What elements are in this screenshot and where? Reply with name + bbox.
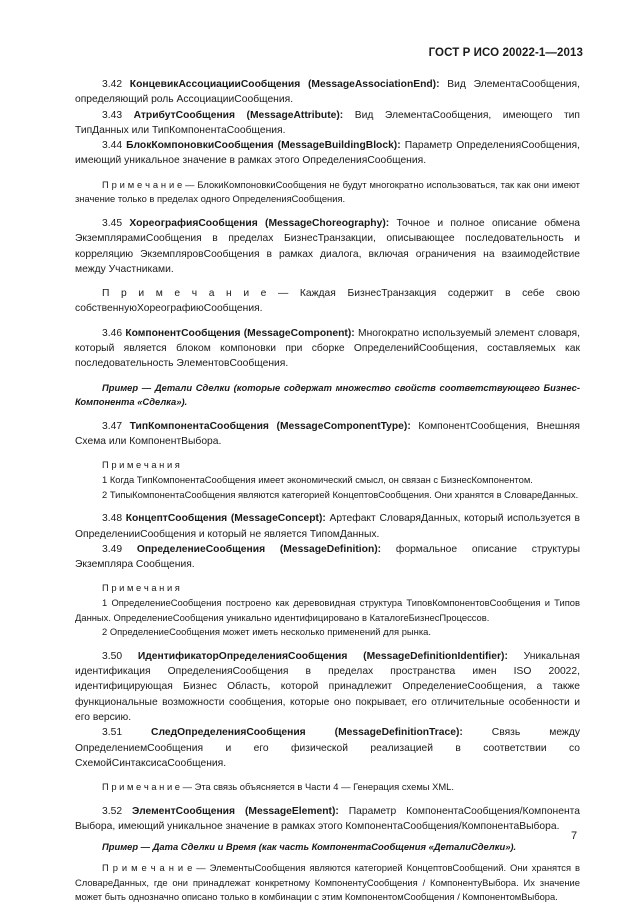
note-3-44 xyxy=(75,178,580,207)
note-label: П р и м е ч а н и е xyxy=(102,781,181,793)
note-text: — БлокиКомпоновкиСообщения не будут многократно использоваться, так как они имеют значение только в пределах одного ОпределенияСообщения. xyxy=(75,178,580,205)
entry-3-50 xyxy=(75,649,580,725)
entry-number: 3.50 xyxy=(102,650,123,662)
entry-definition: Вид ЭлементаСообщения, определяющий роль АссоциацииСообщения. xyxy=(75,79,580,106)
entry-definition: формальное описание структуры Экземпляра Сообщения. xyxy=(75,543,580,571)
entry-definition: КомпонентСообщения, Внешняя Схема или КомпонентВыбора. xyxy=(75,420,580,448)
example-3-46: Пример — Детали Сделки (которые содержат множество свойств соответствующего Бизнес-Компонента «Сделка»). xyxy=(75,381,580,408)
note-3-51 xyxy=(75,780,580,795)
entry-definition: Связь между ОпределениемСообщения и его физической реализацией в соответствии со СхемойСинтаксисаСообщения. xyxy=(75,727,580,769)
entry-3-49 xyxy=(75,542,580,573)
entry-3-43 xyxy=(75,108,580,139)
document-body xyxy=(75,77,580,905)
entry-definition: Многократно используемый элемент словаря, который является блоком компоновки при сборке ОпределенийСообщения, составляемых как последовательность ЭлементовСообщения. xyxy=(75,327,580,370)
entry-3-47 xyxy=(75,419,580,450)
entry-3-44 xyxy=(75,138,580,169)
entry-term: ЭлементСообщения (MessageElement): xyxy=(132,805,339,817)
note-label: П р и м е ч а н и е xyxy=(102,861,193,873)
entry-term: ИдентификаторОпределенияСообщения (MessageDefinitionIdentifier): xyxy=(137,650,508,662)
entry-term: ОпределениеСообщения (MessageDefinition): xyxy=(136,543,382,555)
entry-term: КомпонентСообщения (MessageComponent): xyxy=(125,327,355,339)
entry-term: ХореографияСообщения (MessageChoreography): xyxy=(129,217,390,229)
entry-term: СледОпределенияСообщения (MessageDefinitionTrace): xyxy=(151,727,463,739)
example-3-52: Пример — Дата Сделки и Время (как часть КомпонентаСообщения «ДеталиСделки»). xyxy=(102,841,517,853)
entry-term: КонцевикАссоциацииСообщения (MessageAssociationEnd): xyxy=(129,79,440,90)
entry-term: АтрибутСообщения (MessageAttribute): xyxy=(133,109,344,121)
entry-3-42 xyxy=(75,77,580,108)
note-3-52 xyxy=(75,861,580,905)
note-3-45 xyxy=(75,286,580,317)
entry-definition: Вид ЭлементаСообщения, имеющего тип ТипДанных или ТипКомпонентаСообщения. xyxy=(75,109,580,136)
entry-definition: Артефакт СловаряДанных, который используется в ОпределенииСообщения и который не является ТипомДанных. xyxy=(75,513,580,540)
entry-term: БлокКомпоновкиСообщения (MessageBuildingBlock): xyxy=(126,140,401,152)
entry-number: 3.46 xyxy=(102,327,123,339)
entry-number: 3.52 xyxy=(102,805,123,817)
entry-definition: Точное и полное описание обмена ЭкземплярамиСообщения в пределах БизнесТранзакции, описывающее последовательность и корреляцию ЭкземпляровСообщения в рамках диалога, включая ограничения на взаимодействие между Участниками. xyxy=(75,217,580,275)
note-item: 1 Когда ТипКомпонентаСообщения имеет экономический смысл, он связан с БизнесКомпонентом. xyxy=(102,474,533,486)
note-text: — Каждая БизнесТранзакция содержит в себе свою собственнуюХореографиюСообщения. xyxy=(75,288,580,315)
entry-number: 3.44 xyxy=(102,140,123,152)
entry-3-52 xyxy=(75,804,580,835)
entry-number: 3.51 xyxy=(102,727,123,739)
entry-3-51 xyxy=(75,725,580,771)
entry-number: 3.48 xyxy=(102,513,123,525)
entry-term: КонцептСообщения (MessageConcept): xyxy=(125,513,326,525)
entry-definition: Параметр ОпределенияСообщения, имеющий уникальное значение в рамках этого ОпределенияСообщения. xyxy=(75,140,580,167)
entry-number: 3.43 xyxy=(102,109,123,121)
entry-number: 3.49 xyxy=(102,543,123,555)
notes-label-3-49: П р и м е ч а н и я xyxy=(102,582,180,594)
note-item: 2 ОпределениеСообщения может иметь несколько применений для рынка. xyxy=(102,626,431,638)
entry-3-46 xyxy=(75,326,580,372)
note-item: 1 ОпределениеСообщения построено как деревовидная структура ТиповКомпонентовСообщения и Типов Данных. ОпределениеСообщения уникально идентифицировано в КаталогеБизнесПроцессов. xyxy=(75,596,580,623)
entry-definition: Параметр КомпонентаСообщения/Компонента Выбора, имеющий уникальное значение в рамках этого КомпонентаСообщения/КомпонентаВыбора. xyxy=(75,805,580,833)
note-item: 2 ТипыКомпонентаСообщения являются категорией КонцептовСообщения. Они хранятся в СловареДанных. xyxy=(102,488,579,500)
entry-3-45 xyxy=(75,216,580,277)
notes-label-3-47: П р и м е ч а н и я xyxy=(102,459,180,471)
entry-term: ТипКомпонентаСообщения (MessageComponentType): xyxy=(129,420,411,432)
entry-number: 3.45 xyxy=(102,217,123,229)
entry-3-48 xyxy=(75,511,580,542)
note-text: — ЭлементыСообщения являются категорией КонцептовСообщений. Они хранятся в СловареДанных, где они принадлежат конкретному КомпонентуСообщения / КомпонентуВыбора. Их значение может быть однозначно описано только в комбинации с этим КомпонентомСообщения / КомпонентомВыбора. xyxy=(75,861,580,903)
entry-number: 3.47 xyxy=(102,420,123,432)
entry-definition: Уникальная идентификация ОпределенияСообщения в пределах пространства имен ISO 20022, идентифицирующая Бизнес Область, которой принадлежит ОпределениеСообщения, а также функциональные возможности сообщения, которые оно покрывает, его отличительные особенности и его версию. xyxy=(75,650,580,723)
note-label: П р и м е ч а н и е xyxy=(102,178,183,190)
page-number: 7 xyxy=(571,830,578,842)
page-header: ГОСТ Р ИСО 20022-1—2013 xyxy=(428,47,583,59)
note-text: — Эта связь объясняется в Части 4 — Генерация схемы XML. xyxy=(180,781,454,793)
note-label: П р и м е ч а н и е xyxy=(102,288,267,300)
entry-number: 3.42 xyxy=(102,79,123,90)
